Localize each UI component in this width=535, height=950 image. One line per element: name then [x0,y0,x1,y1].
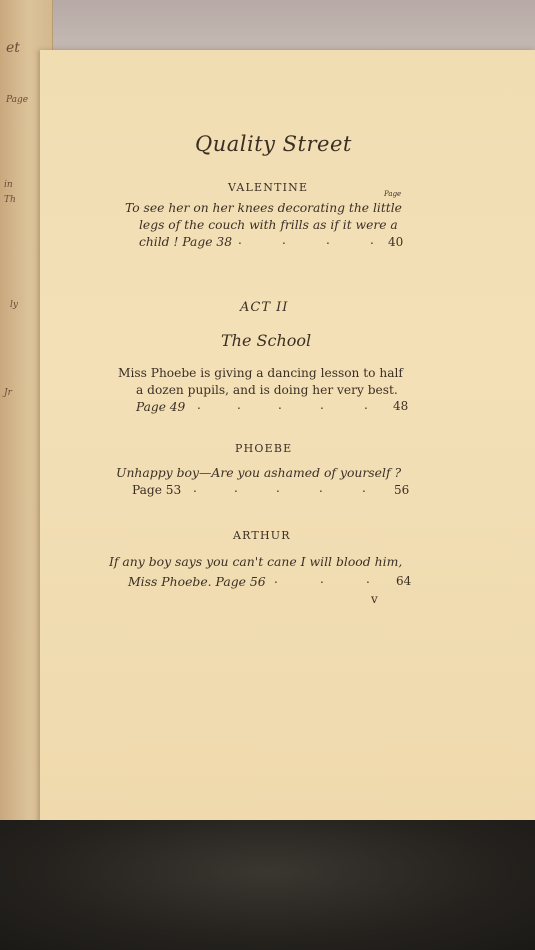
page-number: 48 [393,399,409,413]
page-number: 56 [394,483,410,497]
leader-dot: . [370,233,374,247]
page-number: 40 [388,235,404,249]
leader-dot: . [238,233,242,247]
caption-line: Page 49 [136,400,186,414]
caption-line: child ! Page 38 [139,235,233,249]
leader-dot: . [366,572,370,586]
section-heading: PHOEBE [235,442,293,455]
leader-dot: . [364,398,368,412]
leader-dot: . [282,233,286,247]
table-surface [0,820,535,950]
leader-dot: . [320,398,324,412]
caption-line: legs of the couch with frills as if it were a [139,218,398,232]
leader-dot: . [278,398,282,412]
caption-line: a dozen pupils, and is doing her very best. [136,383,398,397]
page-number: 64 [396,574,412,588]
leader-dot: . [326,233,330,247]
leader-dot: . [362,481,366,495]
page-title: Quality Street [195,132,352,156]
folio-number: v [371,592,378,606]
leader-dot: . [319,481,323,495]
leader-dot: . [276,481,280,495]
page-column-header: Page [384,190,402,198]
facing-page-text: et [6,40,20,56]
scene-title: The School [221,331,312,350]
section-heading: VALENTINE [228,181,309,194]
act-heading: ACT II [240,300,289,315]
caption-line: Unhappy boy—Are you ashamed of yourself ? [116,465,402,480]
leader-dot: . [320,572,324,586]
facing-page-text: Page [6,95,29,105]
leader-dot: . [197,398,201,412]
facing-page-text: in [4,180,13,190]
caption-line: Miss Phoebe. Page 56 [128,574,266,589]
leader-dot: . [193,481,197,495]
leader-dot: . [237,398,241,412]
caption-line: Page 53 [132,483,182,497]
caption-line: If any boy says you can't cane I will blood him, [109,554,403,569]
book-page [40,50,535,822]
facing-page-text: Jr [4,388,12,398]
leader-dot: . [234,481,238,495]
leader-dot: . [274,572,278,586]
facing-page-text: ly [10,300,18,310]
section-heading: ARTHUR [233,529,291,542]
facing-page-text: Th [4,195,16,205]
caption-line: Miss Phoebe is giving a dancing lesson to half [118,366,403,380]
caption-line: To see her on her knees decorating the little [125,201,402,215]
